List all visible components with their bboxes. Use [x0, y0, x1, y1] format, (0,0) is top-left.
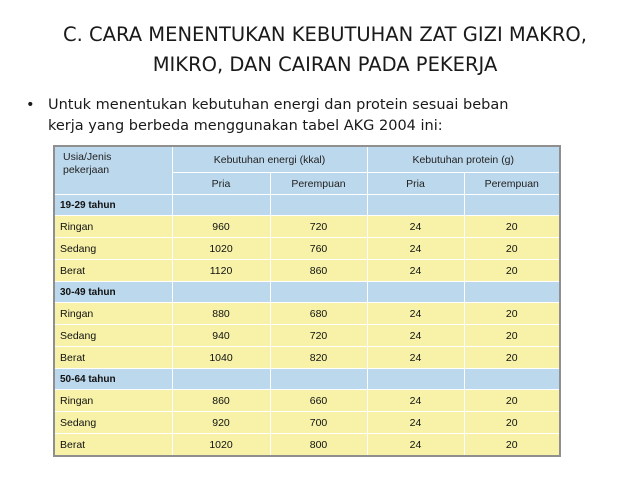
cell-energi-pria: 1020 — [172, 238, 270, 260]
cell-energi-pria: 1020 — [172, 434, 270, 457]
group-row — [54, 195, 560, 216]
subheader-protein-perempuan: Perempuan — [464, 173, 560, 195]
cell-jenis: Sedang — [54, 325, 172, 347]
slide-title-line-1: C. CARA MENENTUKAN KEBUTUHAN ZAT GIZI MAKRO, — [63, 23, 587, 46]
cell-protein-perempuan: 20 — [464, 390, 560, 412]
group-empty-cell — [172, 195, 270, 216]
cell-energi-perempuan: 860 — [270, 260, 367, 282]
group-row — [54, 282, 560, 303]
table-body — [54, 195, 560, 457]
group-empty-cell — [270, 195, 367, 216]
cell-energi-perempuan: 660 — [270, 390, 367, 412]
table-row — [54, 390, 560, 412]
cell-energi-perempuan: 700 — [270, 412, 367, 434]
cell-jenis: Sedang — [54, 412, 172, 434]
cell-protein-pria: 24 — [367, 325, 464, 347]
group-empty-cell — [172, 282, 270, 303]
subheader-energi-pria: Pria — [172, 173, 270, 195]
cell-protein-perempuan: 20 — [464, 260, 560, 282]
cell-protein-pria: 24 — [367, 260, 464, 282]
group-empty-cell — [172, 369, 270, 390]
table-row — [54, 347, 560, 369]
bullet-paragraph — [26, 95, 606, 137]
group-label: 50-64 tahun — [54, 369, 172, 390]
subheader-energi-perempuan: Perempuan — [270, 173, 367, 195]
group-empty-cell — [367, 369, 464, 390]
cell-protein-pria: 24 — [367, 303, 464, 325]
group-empty-cell — [270, 282, 367, 303]
cell-energi-perempuan: 720 — [270, 216, 367, 238]
group-row — [54, 369, 560, 390]
cell-jenis: Ringan — [54, 390, 172, 412]
cell-jenis: Berat — [54, 434, 172, 457]
header-protein: Kebutuhan protein (g) — [367, 146, 560, 173]
cell-protein-perempuan: 20 — [464, 216, 560, 238]
cell-energi-perempuan: 800 — [270, 434, 367, 457]
bullet-dot-icon: • — [26, 97, 35, 113]
cell-energi-pria: 1040 — [172, 347, 270, 369]
cell-protein-pria: 24 — [367, 216, 464, 238]
cell-jenis: Sedang — [54, 238, 172, 260]
table-row — [54, 325, 560, 347]
cell-protein-perempuan: 20 — [464, 238, 560, 260]
header-energi: Kebutuhan energi (kkal) — [172, 146, 367, 173]
cell-energi-perempuan: 760 — [270, 238, 367, 260]
cell-protein-perempuan: 20 — [464, 412, 560, 434]
table-row — [54, 303, 560, 325]
cell-jenis: Ringan — [54, 303, 172, 325]
cell-energi-pria: 880 — [172, 303, 270, 325]
cell-protein-pria: 24 — [367, 347, 464, 369]
table-row — [54, 216, 560, 238]
cell-jenis: Ringan — [54, 216, 172, 238]
cell-protein-pria: 24 — [367, 390, 464, 412]
cell-protein-perempuan: 20 — [464, 434, 560, 457]
cell-protein-perempuan: 20 — [464, 325, 560, 347]
cell-jenis: Berat — [54, 260, 172, 282]
table-row — [54, 260, 560, 282]
cell-jenis: Berat — [54, 347, 172, 369]
slide-title — [30, 20, 620, 80]
slide-title-line-2: MIKRO, DAN CAIRAN PADA PEKERJA — [152, 53, 498, 76]
group-empty-cell — [464, 369, 560, 390]
akg-table — [53, 145, 561, 457]
cell-energi-pria: 1120 — [172, 260, 270, 282]
cell-energi-perempuan: 720 — [270, 325, 367, 347]
group-label: 19-29 tahun — [54, 195, 172, 216]
header-usia-line-1: Usia/Jenis — [63, 151, 112, 163]
table-row — [54, 434, 560, 457]
cell-energi-perempuan: 820 — [270, 347, 367, 369]
bullet-text-line-1: Untuk menentukan kebutuhan energi dan protein sesuai beban — [48, 97, 509, 113]
cell-protein-perempuan: 20 — [464, 303, 560, 325]
header-usia — [54, 146, 172, 195]
group-label: 30-49 tahun — [54, 282, 172, 303]
cell-protein-pria: 24 — [367, 434, 464, 457]
cell-energi-perempuan: 680 — [270, 303, 367, 325]
cell-energi-pria: 940 — [172, 325, 270, 347]
group-empty-cell — [464, 195, 560, 216]
cell-protein-pria: 24 — [367, 412, 464, 434]
bullet-text-line-2: kerja yang berbeda menggunakan tabel AKG 2004 ini: — [48, 118, 443, 134]
cell-protein-pria: 24 — [367, 238, 464, 260]
group-empty-cell — [367, 282, 464, 303]
table-row — [54, 412, 560, 434]
cell-protein-perempuan: 20 — [464, 347, 560, 369]
subheader-protein-pria: Pria — [367, 173, 464, 195]
cell-energi-pria: 920 — [172, 412, 270, 434]
table-row — [54, 238, 560, 260]
group-empty-cell — [464, 282, 560, 303]
group-empty-cell — [367, 195, 464, 216]
cell-energi-pria: 860 — [172, 390, 270, 412]
group-empty-cell — [270, 369, 367, 390]
cell-energi-pria: 960 — [172, 216, 270, 238]
header-usia-line-2: pekerjaan — [63, 164, 110, 176]
